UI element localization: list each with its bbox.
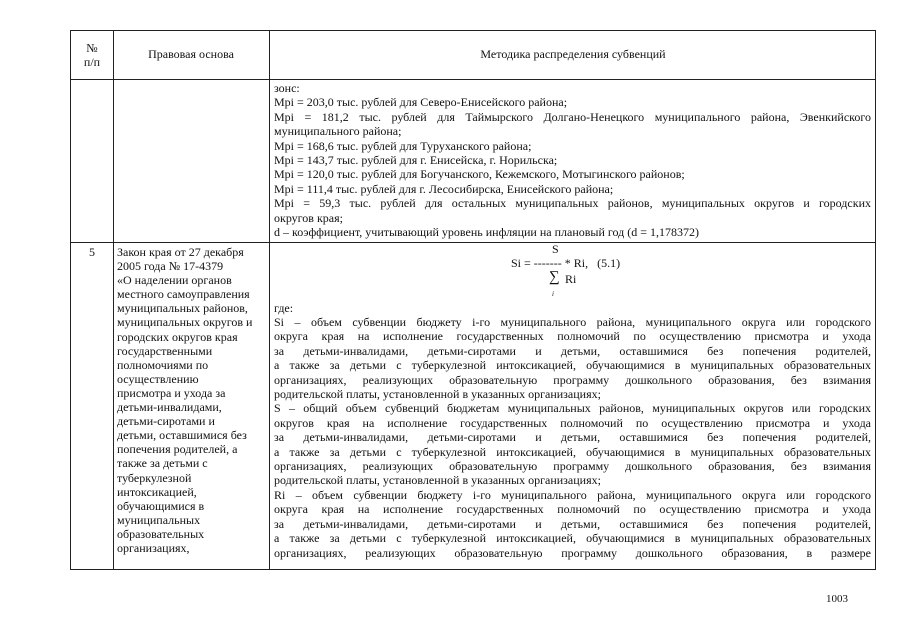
where-label: где: [274,301,294,315]
methodology-line: за детьми-инвалидами, детьми-сиротами и детьми, оставшимися без попечения родителей, [274,430,871,445]
header-divider [71,79,875,80]
methodology-line: организациях, реализующих образовательную программу дошкольного образования, без взимания [274,459,871,474]
formula-sum-index: i [552,290,554,298]
column-divider [113,31,114,569]
formula-expression: Si = ------- * Ri, (5.1) [511,256,621,270]
header-legal-basis: Правовая основа [148,47,234,61]
column-divider [269,31,270,569]
methodology-line: Mpi = 168,6 тыс. рублей для Туруханского района; [274,138,532,153]
methodology-line: Si – объем субвенции бюджету i-го муниципального района, муниципального округа или городского [274,315,871,329]
methodology-line: округов края на исполнение государственных полномочий по осуществлению присмотра и ухода [274,415,871,430]
methodology-line: организациях, реализующих образовательную программу дошкольного образования, в размере [274,545,871,560]
methodology-line: а также за детьми с туберкулезной интоксикацией, обучающимися в муниципальных образовательных [274,358,871,373]
methodology-line: а также за детьми с туберкулезной интоксикацией, обучающимися в муниципальных образовательных [274,444,871,459]
methodology-line: муниципального района; [274,124,402,139]
methodology-continuation [274,81,871,239]
header-number-abbrev: п/п [83,55,101,69]
row-divider [71,242,875,243]
methodology-line: Mpi = 203,0 тыс. рублей для Северо-Енисейского района; [274,95,568,110]
legal-basis-text: Закон края от 27 декабря 2005 года № 17-4379 «О наделении органов местного самоуправления муниципальных районов, муниципальных округов и городских округов края государственными полномочиями по осуществлению присмотра и ухода за детьми-инвалидами, детьми-сиротами и детьми, оставшимися без попечения родителей, а также за детьми с туберкулезной интоксикацией, обучающимися в муниципальных образовательных организациях, [117,245,253,555]
methodology-line: d – коэффициент, учитывающий уровень инфляции на плановый год (d = 1,178372) [274,225,700,240]
methodology-line: Mpi = 120,0 тыс. рублей для Богучанского, Кежемского, Мотыгинского районов; [274,167,685,182]
header-methodology: Методика распределения субвенций [480,47,666,61]
methodology-line: зонс: [274,81,300,95]
methodology-line: родительской платы, установленной в указанных организациях; [274,387,601,402]
row-number: 5 [89,245,95,259]
methodology-line: организациях, реализующих образовательную программу дошкольного образования, без взимания [274,372,871,387]
page-number: 1003 [826,593,848,605]
methodology-line: Ri – объем субвенции бюджету i-го муниципального района, муниципального округа или городского [274,487,871,502]
methodology-line: Mpi = 59,3 тыс. рублей для остальных муниципальных районов, муниципальных округов и городских [274,196,871,211]
methodology-line: Mpi = 181,2 тыс. рублей для Таймырского Долгано-Ненецкого муниципального района, Эвенкийского [274,109,871,124]
methodology-line: округов края; [274,210,343,225]
methodology-line: округа края на исполнение государственных полномочий по осуществлению присмотра и ухода [274,329,871,344]
methodology-line: S – общий объем субвенций бюджетам муниципальных районов, муниципальных округов или городских [274,401,871,416]
formula-numerator: S [552,242,559,256]
methodology-line: Mpi = 143,7 тыс. рублей для г. Енисейска, г. Норильска; [274,153,558,168]
methodology-line: а также за детьми с туберкулезной интоксикацией, обучающимися в муниципальных образовательных [274,531,871,546]
formula-denominator: Ri [565,272,577,286]
header-number [71,41,113,69]
methodology-line: за детьми-инвалидами, детьми-сиротами и детьми, оставшимися без попечения родителей, [274,343,871,358]
methodology-line: родительской платы, установленной в указанных организациях; [274,473,601,488]
methodology-line: Mpi = 111,4 тыс. рублей для г. Лесосибирска, Енисейского района; [274,181,614,196]
header-number-symbol: № [86,41,98,55]
methodology-line: за детьми-инвалидами, детьми-сиротами и детьми, оставшимися без попечения родителей, [274,516,871,531]
subsidy-table [70,30,876,570]
formula-sum-sign: ∑ [549,269,560,285]
methodology-definitions [274,315,871,560]
methodology-line: округа края на исполнение государственных полномочий по осуществлению присмотра и ухода [274,502,871,517]
